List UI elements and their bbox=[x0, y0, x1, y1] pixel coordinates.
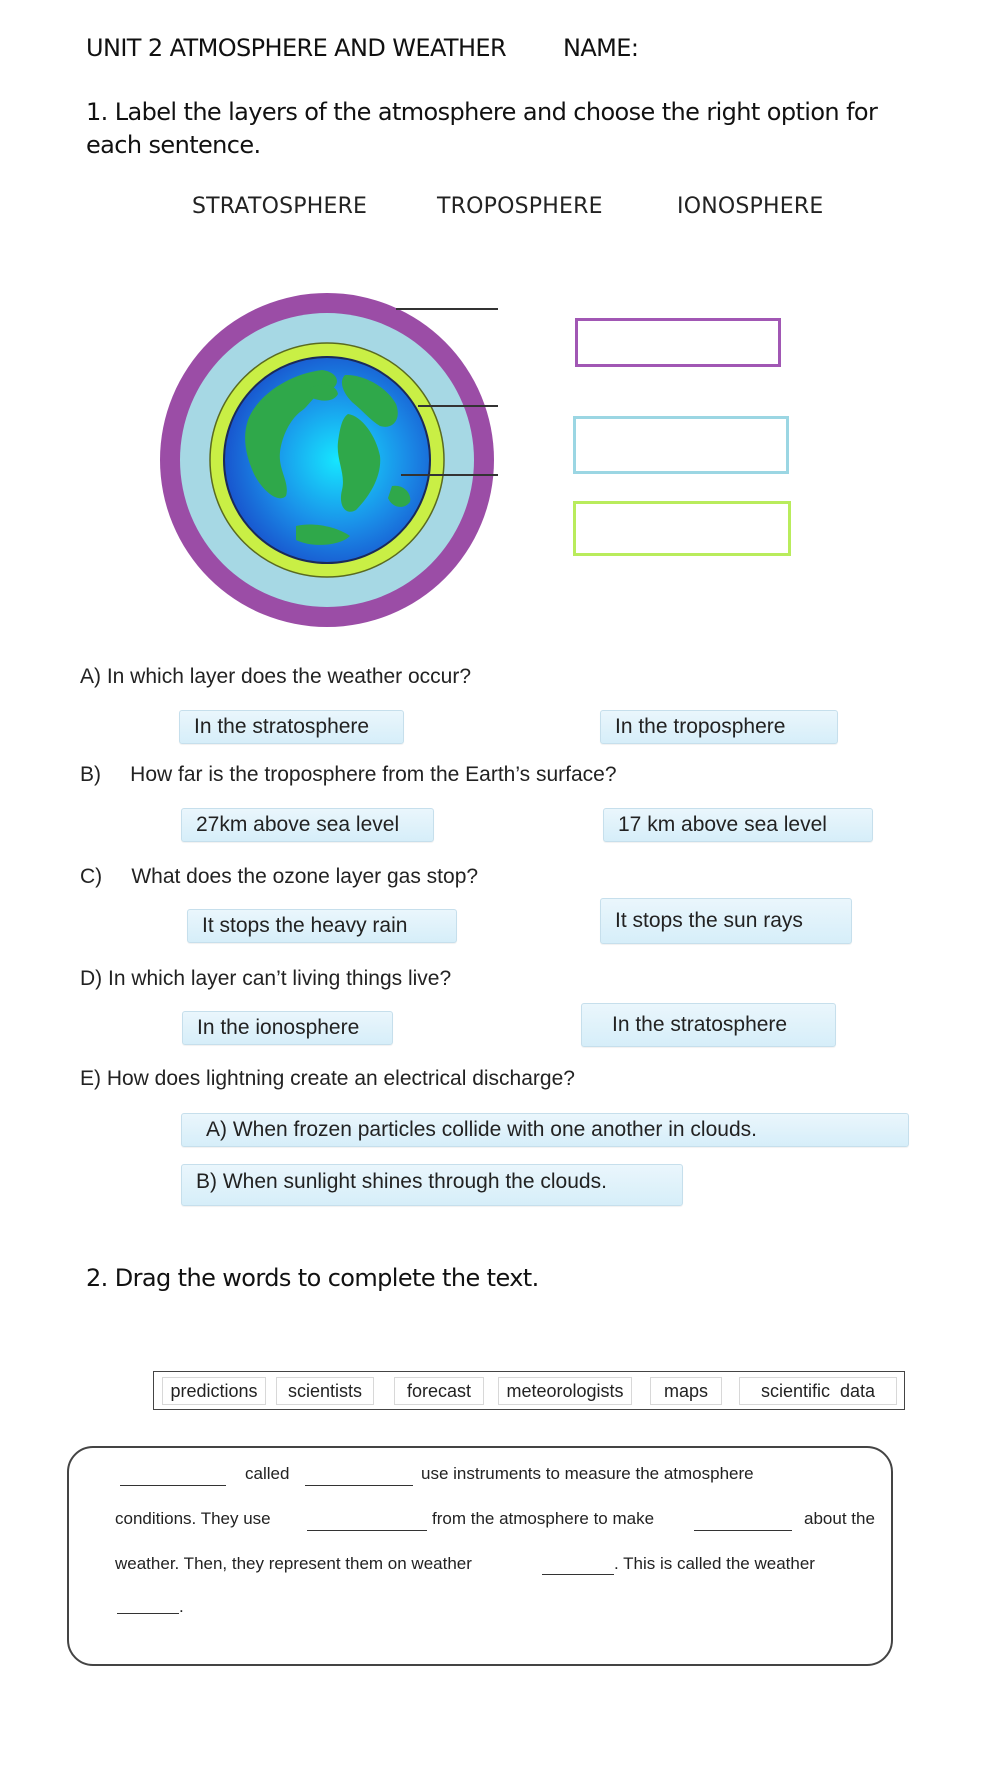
text-line1-b: use instruments to measure the atmosphere bbox=[421, 1464, 754, 1483]
cloze-text-box bbox=[67, 1446, 893, 1666]
outer-layer-label-box[interactable] bbox=[575, 318, 781, 367]
inner-layer-label-box[interactable] bbox=[573, 501, 791, 556]
name-label: NAME: bbox=[563, 34, 639, 62]
question-c: C) What does the ozone layer gas stop? bbox=[80, 865, 479, 888]
option-e1[interactable]: A) When frozen particles collide with one another in clouds. bbox=[181, 1113, 909, 1147]
option-e2[interactable]: B) When sunlight shines through the clouds. bbox=[181, 1164, 683, 1206]
blank-3[interactable] bbox=[307, 1530, 427, 1531]
text-line3-b: . This is called the weather bbox=[614, 1554, 815, 1573]
text-line2-a: conditions. They use bbox=[115, 1509, 271, 1528]
question-d: D) In which layer can’t living things live? bbox=[80, 967, 452, 990]
text-line3-a: weather. Then, they represent them on weather bbox=[115, 1554, 472, 1573]
option-c1[interactable]: It stops the heavy rain bbox=[187, 909, 457, 943]
word-chip-predictions[interactable]: predictions bbox=[162, 1377, 266, 1405]
word-chip-scientists[interactable]: scientists bbox=[276, 1377, 374, 1405]
text-line4-a: . bbox=[179, 1597, 184, 1616]
blank-4[interactable] bbox=[694, 1530, 792, 1531]
question-e: E) How does lightning create an electrical discharge? bbox=[80, 1067, 575, 1090]
text-line2-c: about the bbox=[804, 1509, 875, 1528]
blank-6[interactable] bbox=[117, 1613, 179, 1614]
option-b2[interactable]: 17 km above sea level bbox=[603, 808, 873, 842]
task1-instruction: 1. Label the layers of the atmosphere and choose the right option for each sentence. bbox=[86, 98, 878, 159]
option-b1[interactable]: 27km above sea level bbox=[181, 808, 434, 842]
option-a2[interactable]: In the troposphere bbox=[600, 710, 838, 744]
question-b: B) How far is the troposphere from the Earth’s surface? bbox=[80, 763, 617, 786]
layer-word-stratosphere[interactable]: STRATOSPHERE bbox=[192, 194, 368, 219]
layer-word-ionosphere[interactable]: IONOSPHERE bbox=[677, 194, 824, 219]
layer-word-troposphere[interactable]: TROPOSPHERE bbox=[437, 194, 603, 219]
blank-2[interactable] bbox=[305, 1485, 413, 1486]
task2-instruction: 2. Drag the words to complete the text. bbox=[86, 1264, 539, 1292]
question-a: A) In which layer does the weather occur? bbox=[80, 665, 472, 688]
blank-5[interactable] bbox=[542, 1574, 614, 1575]
text-line1-a: called bbox=[245, 1464, 290, 1483]
option-a1[interactable]: In the stratosphere bbox=[179, 710, 404, 744]
middle-layer-label-box[interactable] bbox=[573, 416, 789, 474]
option-d1[interactable]: In the ionosphere bbox=[182, 1011, 393, 1045]
word-chip-meteorologists[interactable]: meteorologists bbox=[498, 1377, 632, 1405]
text-line2-b: from the atmosphere to make bbox=[432, 1509, 655, 1528]
blank-1[interactable] bbox=[120, 1485, 226, 1486]
option-d2[interactable]: In the stratosphere bbox=[581, 1003, 836, 1047]
option-c2[interactable]: It stops the sun rays bbox=[600, 898, 852, 944]
word-chip-scientific-data[interactable]: scientific data bbox=[739, 1377, 897, 1405]
word-chip-forecast[interactable]: forecast bbox=[394, 1377, 484, 1405]
word-chip-maps[interactable]: maps bbox=[650, 1377, 722, 1405]
worksheet-title: UNIT 2 ATMOSPHERE AND WEATHER bbox=[86, 34, 507, 62]
word-bank bbox=[153, 1371, 905, 1410]
